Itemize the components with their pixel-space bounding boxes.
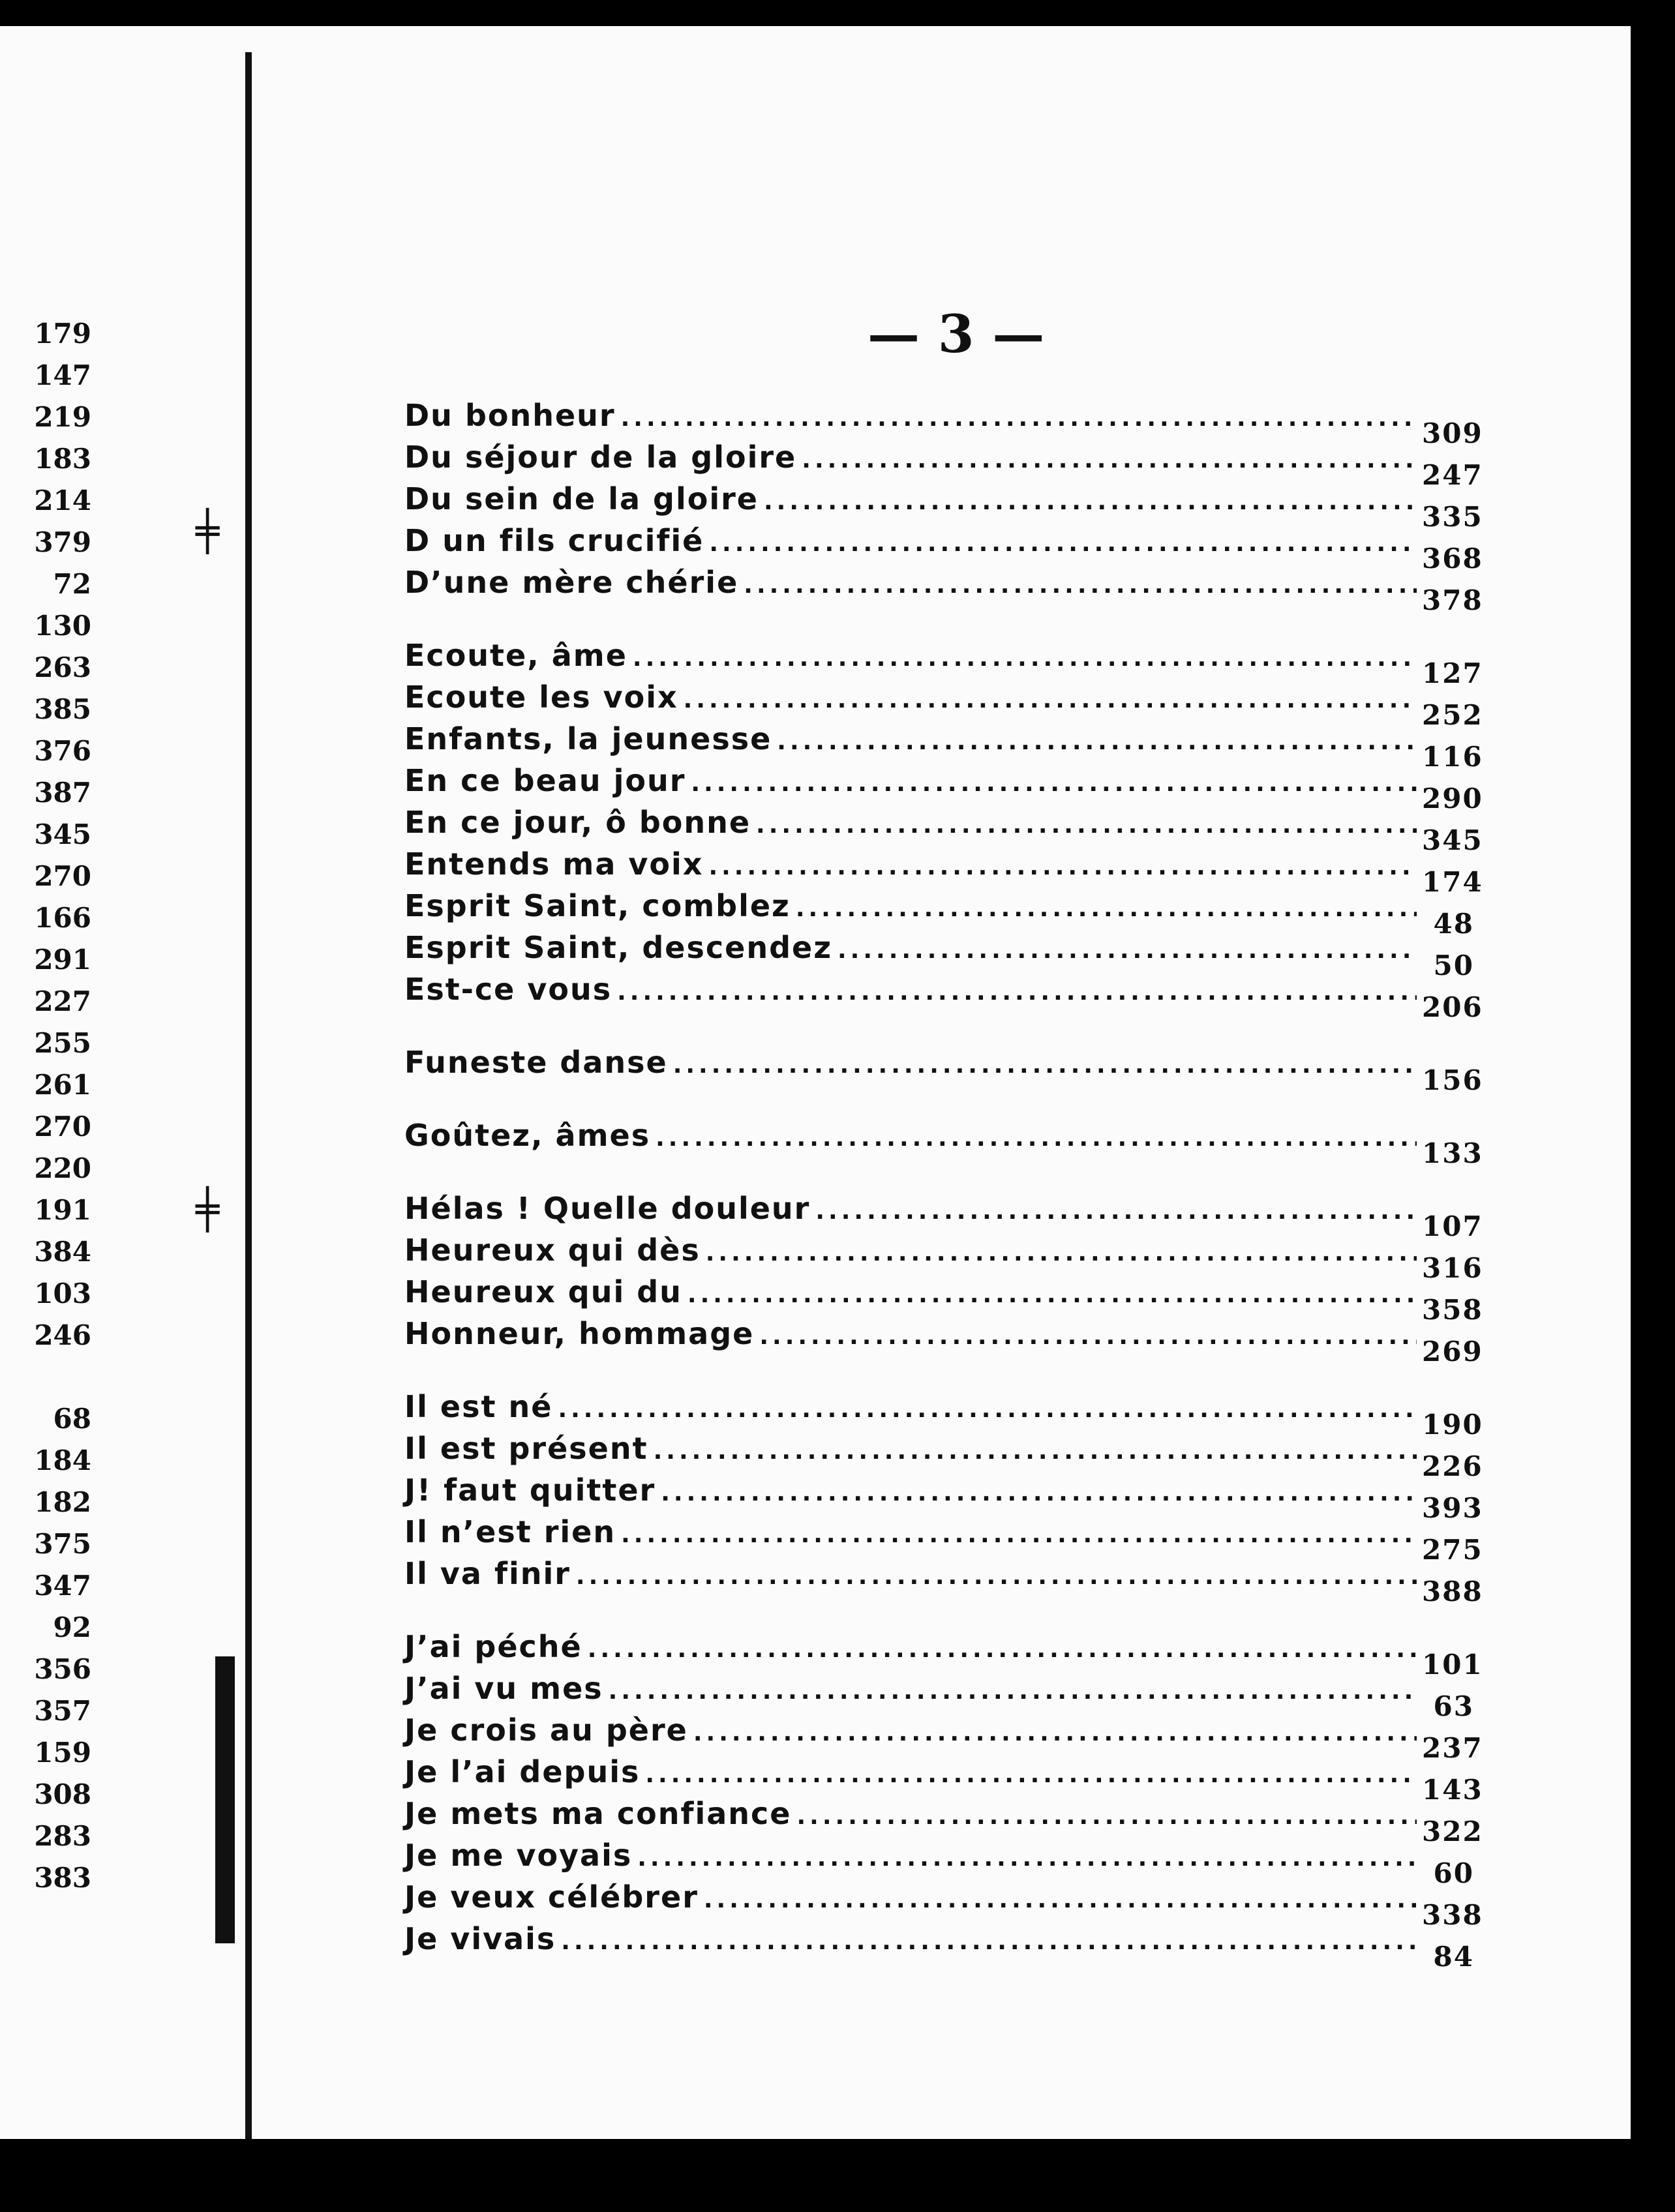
dot-leader (617, 979, 1417, 1006)
entry-page-number: 116 (1422, 741, 1483, 773)
book-page (0, 26, 1631, 2139)
index-entry (404, 481, 1483, 533)
entry-title: Ecoute, âme (404, 638, 627, 673)
margin-number: 356 (34, 1653, 91, 1685)
dot-leader (838, 937, 1417, 964)
entry-page-number: 388 (1422, 1576, 1483, 1607)
dot-leader (661, 1480, 1417, 1506)
entry-title: En ce beau jour (404, 763, 686, 798)
entry-title: Entends ma voix (404, 846, 704, 882)
entry-title: Il n’est rien (404, 1514, 616, 1549)
dot-leader (706, 1240, 1417, 1266)
index-entry (404, 1514, 1483, 1566)
margin-number: 291 (34, 944, 91, 976)
entry-title: Funeste danse (404, 1045, 668, 1080)
dot-leader (708, 854, 1417, 880)
dot-leader (764, 488, 1417, 515)
margin-number: 184 (34, 1444, 91, 1476)
entry-title: Enfants, la jeunesse (404, 721, 772, 756)
index-entry (404, 1838, 1474, 1889)
margin-number: 191 (34, 1194, 91, 1226)
dot-leader (561, 1928, 1417, 1955)
entry-title: Je l’ai depuis (404, 1754, 641, 1789)
entry-page-number: 345 (1422, 824, 1483, 856)
dot-leader (645, 1761, 1417, 1788)
entry-page-number: 156 (1422, 1064, 1483, 1096)
dot-leader (744, 572, 1417, 599)
entry-title: J’ai péché (404, 1629, 582, 1664)
entry-page-number: 269 (1422, 1336, 1483, 1368)
margin-number: 159 (34, 1737, 91, 1769)
entry-page-number: 368 (1422, 543, 1483, 575)
entry-title: Honneur, hommage (404, 1316, 755, 1351)
dot-leader (704, 1887, 1417, 1913)
entry-page-number: 247 (1422, 459, 1483, 491)
entry-title: J! faut quitter (404, 1472, 656, 1508)
entry-title: Esprit Saint, comblez (404, 888, 791, 923)
index-entry (404, 565, 1483, 616)
entry-page-number: 316 (1422, 1252, 1483, 1284)
entry-title: D un fils crucifié (404, 523, 704, 558)
dot-leader (693, 1720, 1417, 1746)
margin-number: 227 (34, 985, 91, 1017)
page-number: — 3 — (868, 303, 1045, 365)
index-entry (404, 1431, 1483, 1482)
margin-number: 270 (34, 1111, 91, 1143)
entry-page-number: 237 (1422, 1732, 1483, 1764)
entry-title: Ecoute les voix (404, 680, 678, 715)
margin-number: 183 (34, 443, 91, 475)
entry-page-number: 174 (1422, 866, 1483, 898)
margin-number: 147 (34, 359, 91, 391)
dot-leader (796, 895, 1417, 922)
margin-number: 375 (34, 1528, 91, 1560)
margin-number: 179 (34, 318, 91, 350)
dot-leader (633, 645, 1417, 672)
margin-number: 357 (34, 1695, 91, 1727)
entry-page-number: 275 (1422, 1534, 1483, 1566)
margin-number: 92 (53, 1611, 91, 1643)
group-spacer (404, 606, 1474, 638)
entry-page-number: 206 (1422, 991, 1483, 1023)
index-list (404, 398, 1483, 1973)
dot-leader (815, 1198, 1417, 1225)
dot-leader (687, 1281, 1417, 1308)
dot-leader (654, 1438, 1417, 1465)
margin-number: 283 (34, 1820, 91, 1852)
entry-title: Je mets ma confiance (404, 1796, 792, 1831)
margin-number: 347 (34, 1570, 91, 1602)
dot-leader (756, 812, 1417, 839)
margin-number: 379 (34, 526, 91, 558)
index-entry (404, 1045, 1483, 1096)
group-spacer (404, 1086, 1474, 1118)
entry-title: Je veux célébrer (404, 1879, 699, 1915)
index-entry (404, 846, 1483, 898)
margin-number: 387 (34, 777, 91, 809)
entry-page-number: 84 (1433, 1941, 1474, 1973)
entry-page-number: 309 (1422, 417, 1483, 449)
entry-title: Esprit Saint, descendez (404, 930, 832, 965)
dot-leader (656, 1125, 1417, 1152)
entry-title: Il va finir (404, 1556, 571, 1591)
margin-number: 130 (34, 610, 91, 642)
index-entry (404, 805, 1483, 856)
dot-leader (673, 1052, 1417, 1079)
index-entry (404, 1879, 1483, 1931)
entry-title: Je me voyais (404, 1838, 633, 1873)
entry-page-number: 63 (1433, 1690, 1474, 1722)
index-entry (404, 1118, 1483, 1169)
previous-page-numbers (13, 313, 91, 1899)
margin-number: 263 (34, 651, 91, 683)
dot-leader (759, 1323, 1417, 1350)
entry-title: Du séjour de la gloire (404, 440, 797, 475)
entry-page-number: 133 (1422, 1137, 1483, 1169)
index-entry (404, 1191, 1483, 1242)
entry-title: Du sein de la gloire (404, 481, 759, 516)
binding-tape (215, 1656, 235, 1943)
entry-page-number: 48 (1433, 908, 1474, 940)
dot-leader (691, 770, 1417, 797)
dot-leader (802, 447, 1417, 473)
dot-leader (637, 1845, 1417, 1872)
index-entry (404, 1316, 1483, 1368)
entry-page-number: 393 (1422, 1492, 1483, 1524)
binding-gutter (245, 52, 252, 2139)
dot-leader (684, 687, 1417, 713)
index-entry (404, 1712, 1483, 1764)
entry-page-number: 107 (1422, 1210, 1483, 1242)
entry-page-number: 338 (1422, 1899, 1483, 1931)
entry-title: En ce jour, ô bonne (404, 805, 751, 840)
entry-page-number: 60 (1433, 1857, 1474, 1889)
margin-number: 68 (53, 1403, 91, 1435)
index-entry (404, 763, 1483, 815)
binding-stitch-mark: ╪ (196, 509, 220, 554)
entry-page-number: 358 (1422, 1294, 1483, 1326)
entry-title: Heureux qui du (404, 1274, 682, 1309)
index-entry (404, 721, 1483, 773)
index-entry (404, 680, 1483, 731)
entry-page-number: 101 (1422, 1649, 1483, 1681)
margin-number: 246 (34, 1319, 91, 1351)
dot-leader (621, 1521, 1417, 1548)
margin-number: 261 (34, 1069, 91, 1101)
dot-leader (796, 1803, 1417, 1830)
margin-number: 72 (53, 568, 91, 600)
margin-number: 255 (34, 1027, 91, 1059)
entry-page-number: 50 (1433, 949, 1474, 981)
entry-title: D’une mère chérie (404, 565, 739, 600)
index-entry (404, 972, 1483, 1023)
entry-page-number: 190 (1422, 1409, 1483, 1441)
entry-page-number: 226 (1422, 1450, 1483, 1482)
index-entry (404, 1472, 1483, 1524)
entry-title: Je crois au père (404, 1712, 688, 1748)
index-entry (404, 1389, 1483, 1441)
margin-number: 103 (34, 1278, 91, 1309)
group-spacer (404, 1013, 1474, 1045)
dot-leader (709, 530, 1417, 557)
entry-page-number: 378 (1422, 584, 1483, 616)
margin-number (13, 1356, 91, 1398)
entry-title: Heureux qui dès (404, 1233, 701, 1268)
entry-page-number: 322 (1422, 1816, 1483, 1847)
dot-leader (576, 1563, 1417, 1590)
margin-number: 220 (34, 1152, 91, 1184)
dot-leader (621, 405, 1417, 432)
margin-number: 376 (34, 735, 91, 767)
index-entry (404, 638, 1483, 689)
margin-number: 270 (34, 860, 91, 892)
entry-title: J’ai vu mes (404, 1671, 603, 1706)
entry-title: Du bonheur (404, 398, 616, 433)
entry-title: Il est né (404, 1389, 553, 1424)
index-entry (404, 1754, 1483, 1806)
index-entry (404, 1556, 1483, 1607)
entry-title: Goûtez, âmes (404, 1118, 651, 1153)
margin-number: 345 (34, 818, 91, 850)
index-entry (404, 888, 1474, 940)
index-entry (404, 1233, 1483, 1284)
margin-number: 182 (34, 1486, 91, 1518)
entry-title: Est-ce vous (404, 972, 612, 1007)
entry-page-number: 335 (1422, 501, 1483, 533)
index-entry (404, 1796, 1483, 1847)
entry-title: Je vivais (404, 1921, 556, 1956)
entry-page-number: 143 (1422, 1774, 1483, 1806)
index-entry (404, 1921, 1474, 1973)
margin-number: 385 (34, 693, 91, 725)
index-entry (404, 440, 1483, 491)
index-entry (404, 398, 1483, 449)
margin-number: 219 (34, 401, 91, 433)
margin-number: 214 (34, 485, 91, 516)
index-entry (404, 1274, 1483, 1326)
entry-title: Il est présent (404, 1431, 648, 1466)
entry-page-number: 127 (1422, 657, 1483, 689)
dot-leader (777, 728, 1417, 755)
index-entry (404, 1629, 1483, 1681)
group-spacer (404, 1358, 1474, 1389)
margin-number: 383 (34, 1862, 91, 1894)
dot-leader (588, 1636, 1417, 1663)
index-entry (404, 930, 1474, 981)
entry-page-number: 252 (1422, 699, 1483, 731)
index-entry (404, 523, 1483, 575)
entry-title: Hélas ! Quelle douleur (404, 1191, 811, 1226)
margin-number: 308 (34, 1778, 91, 1810)
binding-stitch-mark: ╪ (196, 1187, 220, 1233)
group-spacer (404, 1598, 1474, 1629)
margin-number: 384 (34, 1236, 91, 1268)
dot-leader (609, 1678, 1417, 1705)
entry-page-number: 290 (1422, 783, 1483, 815)
dot-leader (558, 1396, 1417, 1423)
group-spacer (404, 1159, 1474, 1191)
index-entry (404, 1671, 1474, 1722)
margin-number: 166 (34, 902, 91, 934)
